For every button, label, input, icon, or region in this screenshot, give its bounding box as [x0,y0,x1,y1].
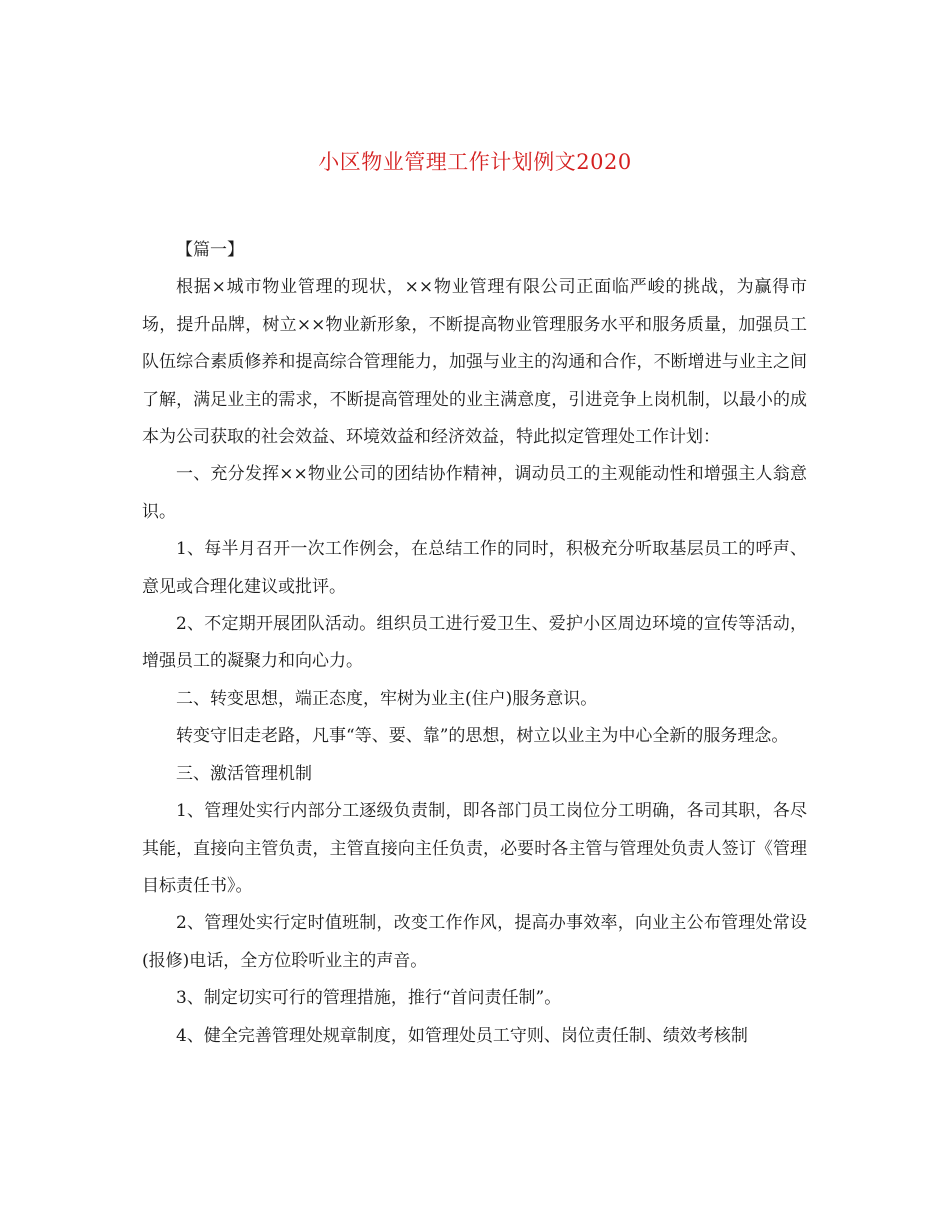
section-three-heading: 三、激活管理机制 [176,763,312,784]
section-three-item-4: 4、健全完善管理处规章制度，如管理处员工守则、岗位责任制、绩效考核制 [176,1025,748,1046]
section-three-item-3: 3、制定切实可行的管理措施，推行“首问责任制”。 [176,988,562,1009]
section-three-item-1: 1、管理处实行内部分工逐级负责制，即各部门员工岗位分工明确，各司其职，各尽其能，直接向主管负责，主管直接向主任负责，必要时各主管与管理处负责人签订《管理目标责任书》。 [142,801,807,896]
section-one-heading: 一、充分发挥××物业公司的团结协作精神，调动员工的主观能动性和增强主人翁意识。 [142,464,807,522]
document-body [142,232,807,1055]
intro-paragraph: 根据×城市物业管理的现状，××物业管理有限公司正面临严峻的挑战，为赢得市场，提升品牌，树立××物业新形象，不断提高物业管理服务水平和服务质量，加强员工队伍综合素质修养和提高综合管理能力，加强与业主的沟通和合作，不断增进与业主之间了解，满足业主的需求，不断提高管理处的业主满意度，引进竞争上岗机制，以最小的成本为公司获取的社会效益、环境效益和经济效益，特此拟定管理处工作计划： [142,277,807,448]
document-title: 小区物业管理工作计划例文2020 [318,150,632,174]
section-two-paragraph: 转变守旧走老路，凡事“等、要、靠”的思想，树立以业主为中心全新的服务理念。 [176,726,789,747]
section-heading-part-one: 【篇一】 [176,240,244,260]
section-two-heading: 二、转变思想，端正态度，牢树为业主(住户)服务意识。 [176,688,598,709]
section-one-item-1: 1、每半月召开一次工作例会，在总结工作的同时，积极充分听取基层员工的呼声、意见或合理化建议或批评。 [142,539,807,597]
section-one-item-2: 2、不定期开展团队活动。组织员工进行爱卫生、爱护小区周边环境的宣传等活动，增强员工的凝聚力和向心力。 [142,614,807,672]
section-three-item-2: 2、管理处实行定时值班制，改变工作作风，提高办事效率，向业主公布管理处常设(报修)电话，全方位聆听业主的声音。 [142,913,807,971]
